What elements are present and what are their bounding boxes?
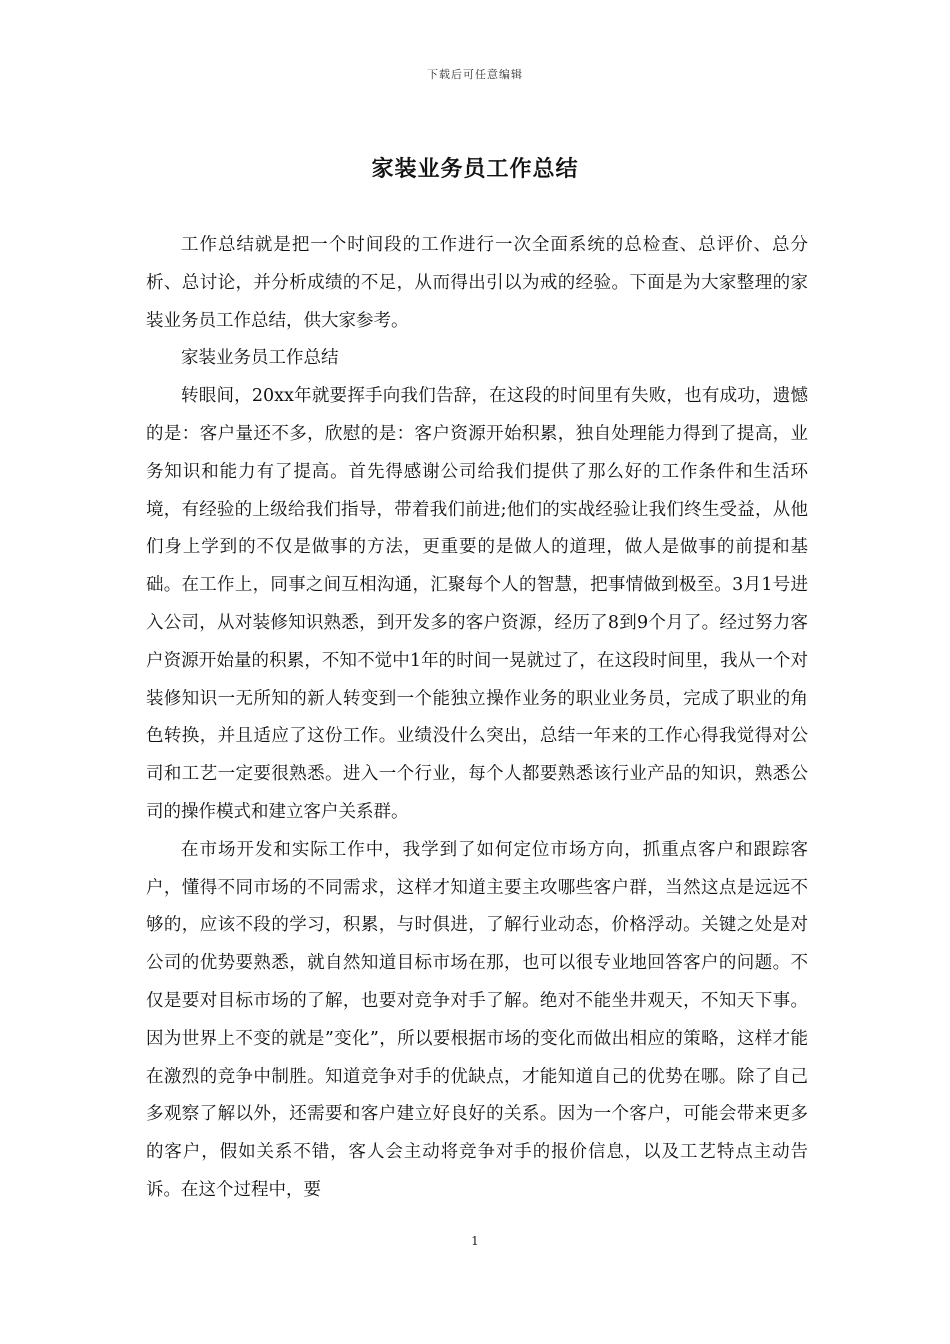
body-paragraph: 转眼间，20xx年就要挥手向我们告辞，在这段的时间里有失败，也有成功，遗憾的是：客户量还不多，欣慰的是：客户资源开始积累，独自处理能力得到了提高，业务知识和能力有了提高。首先得感谢公司给我们提供了那么好的工作条件和生活环境，有经验的上级给我们指导，带着我们前进;他们的实战经验让我们终生受益，从他们身上学到的不仅是做事的方法，更重要的是做人的道理，做人是做事的前提和基础。在工作上，同事之间互相沟通，汇聚每个人的智慧，把事情做到极至。3月1号进入公司，从对装修知识熟悉，到开发多的客户资源，经历了8到9个月了。经过努力客户资源开始量的积累，不知不觉中1年的时间一晃就过了，在这段时间里，我从一个对装修知识一无所知的新人转变到一个能独立操作业务的职业业务员，完成了职业的角色转换，并且适应了这份工作。业绩没什么突出，总结一年来的工作心得我觉得对公司和工艺一定要很熟悉。进入一个行业，每个人都要熟悉该行业产品的知识，熟悉公司的操作模式和建立客户关系群。 <box>146 386 808 822</box>
header-note: 下载后可任意编辑 <box>427 68 523 81</box>
body-paragraph: 在市场开发和实际工作中，我学到了如何定位市场方向，抓重点客户和跟踪客户，懂得不同市场的不同需求，这样才知道主要主攻哪些客户群，当然这点是远远不够的，应该不段的学习，积累，与时俱进，了解行业动态，价格浮动。关键之处是对公司的优势要熟悉，就自然知道目标市场在那，也可以很专业地回答客户的问题。不仅是要对目标市场的了解，也要对竞争对手了解。绝对不能坐井观天，不知天下事。因为世界上不变的就是”变化”，所以要根据市场的变化而做出相应的策略，这样才能在激烈的竞争中制胜。知道竞争对手的优缺点，才能知道自己的优势在哪。除了自己多观察了解以外，还需要和客户建立好良好的关系。因为一个客户，可能会带来更多的客户，假如关系不错，客人会主动将竞争对手的报价信息，以及工艺特点主动告诉。在这个过程中，要 <box>146 839 808 1200</box>
intro-paragraph: 工作总结就是把一个时间段的工作进行一次全面系统的总检查、总评价、总分析、总讨论，并分析成绩的不足，从而得出引以为戒的经验。下面是为大家整理的家装业务员工作总结，供大家参考。 <box>146 235 808 331</box>
document-body <box>146 227 808 1210</box>
page-number: 1 <box>471 1234 479 1248</box>
document-title: 家装业务员工作总结 <box>371 156 579 182</box>
section-heading: 家装业务员工作总结 <box>181 348 339 369</box>
